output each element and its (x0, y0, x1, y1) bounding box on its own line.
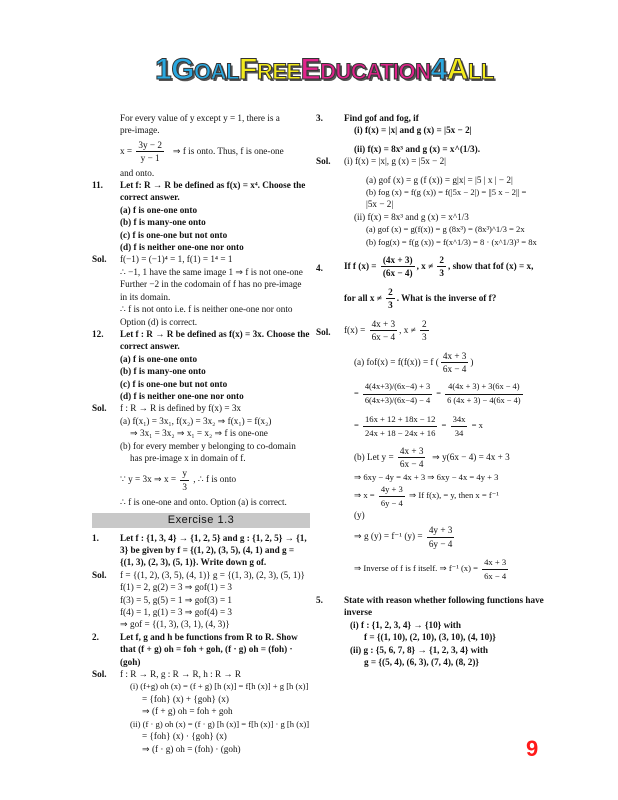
site-logo (155, 50, 494, 90)
solution-line: ⇒ 3x₁ = 3x₂ ⇒ x₁ = x₂ ⇒ f is one-one (130, 428, 268, 439)
denominator: 3 (421, 332, 427, 343)
left-column (92, 112, 310, 755)
sol-text: = x (471, 420, 483, 430)
solution-line: ⇒ (f · g) oh = (foh) · (goh) (142, 743, 241, 754)
fraction (381, 254, 415, 280)
solution-line: (b) fog (x) = f(g (x)) = f(|5x − 2|) = ||5 x − 2|| = (366, 187, 527, 198)
numerator: 2 (420, 318, 429, 331)
solution-line: ∴ f is one-one and onto. Option (a) is correct. (120, 497, 287, 508)
denominator: 6x − 4 (399, 459, 424, 470)
solution-line: = {foh} (x) · {goh} (x) (142, 731, 227, 742)
sol-text: f : R → R is defined by f(x) = 3x (120, 403, 242, 414)
question-part: (ii) g : {5, 6, 7, 8} → {1, 2, 3, 4} with (350, 644, 488, 655)
numerator: 4x + 3 (398, 445, 426, 458)
sol-label: Sol. (92, 669, 107, 680)
solution-line: ⇒ (f + g) oh = foh + goh (142, 706, 233, 717)
numerator: 3y − 2 (136, 139, 164, 152)
denominator: 6x − 4 (371, 332, 396, 343)
denominator: 3 (388, 300, 393, 311)
numerator: (4x + 3) (381, 254, 415, 267)
numerator: 2 (386, 286, 395, 299)
sol-text: ⇒ y(6x − 4) = 4x + 3 (432, 451, 510, 462)
solution-line (316, 556, 548, 582)
fraction (482, 556, 508, 582)
solution-line (92, 569, 310, 581)
solution-line: ⇒ gof = {(1, 3), (3, 1), (4, 3)} (120, 619, 230, 630)
sol-text: f = {(1, 2), (3, 5), (4, 1)} g = {(1, 3), (2, 3), (5, 1)} (120, 569, 305, 580)
solution-line (316, 318, 548, 344)
sol-label: Sol. (92, 403, 107, 414)
fraction (441, 350, 469, 376)
logo-part: F (238, 53, 257, 86)
fraction (136, 139, 164, 165)
logo-part: A (446, 53, 468, 86)
denominator: 3 (182, 481, 187, 492)
solution-line (316, 445, 548, 471)
question-text: Let f : R → R be defined as f(x) = 3x. Choose the correct answer. (120, 328, 310, 352)
fraction (379, 483, 405, 509)
text-line: For every value of y except y = 1, there is a (120, 113, 280, 123)
sol-text: (i) f(x) = |x|, g (x) = |5x − 2| (344, 156, 446, 167)
solution-line (92, 668, 310, 680)
question-text: for all x ≠ (344, 292, 382, 303)
numerator: 2 (437, 254, 446, 267)
sol-text: f(−1) = (−1)⁴ = 1, f(1) = 1⁴ = 1 (120, 254, 233, 265)
logo-part: 1 (155, 53, 172, 86)
option: (d) f is neither one-one nor onto (120, 390, 244, 401)
question-number: 2. (92, 631, 99, 642)
logo-part: G (171, 53, 195, 86)
question-11 (92, 179, 310, 204)
fraction (420, 318, 429, 344)
solution-line: = {foh} (x) + {goh} (x) (142, 693, 229, 704)
question-12 (92, 328, 310, 353)
solution-line (316, 483, 548, 509)
question-number: 5. (316, 595, 323, 605)
solution-line: (b) for every member y belonging to co-domain (120, 440, 296, 451)
numerator: 34x (451, 413, 468, 426)
question-part: (i) f(x) = |x| and g (x) = |5x − 2| (354, 125, 472, 136)
logo-part: 4 (430, 53, 447, 86)
question-text: Let f, g and h be functions from R to R. Show that (f + g) oh = foh + goh, (f · g) oh = (foh) · (goh) (120, 631, 298, 667)
eq-text: ∵ y = 3x ⇒ x = (120, 474, 177, 485)
logo-part: REE (256, 59, 301, 84)
numerator: 4(4x+3)/(6x−4) + 3 (363, 381, 432, 394)
denominator: 24x + 18 − 24x + 16 (365, 427, 436, 438)
sol-text: , x ≠ (399, 324, 416, 335)
question-text: If f (x) = (344, 261, 377, 272)
fraction (427, 524, 455, 550)
exercise-question-1 (92, 532, 310, 569)
fraction (180, 467, 189, 493)
numerator: 16x + 12 + 18x − 12 (363, 413, 437, 426)
question-text: . What is the inverse of f? (396, 292, 497, 303)
text-line: and onto. (120, 167, 155, 178)
solution-line: f(1) = 2, g(2) = 3 ⇒ gof(1) = 3 (120, 582, 233, 593)
numerator: 4x + 3 (441, 350, 469, 363)
solution-line: (b) fog(x) = f(g (x)) = f(x^1/3) = 8 · (x^1/3)³ = 8x (366, 236, 537, 247)
logo-part: DUCATION (320, 59, 431, 84)
denominator: y − 1 (140, 153, 160, 164)
solution-line: |5x − 2| (366, 199, 394, 210)
eq-lhs: x = (120, 145, 133, 156)
exercise-heading: Exercise 1.3 (92, 513, 310, 528)
sol-text: (a) fof(x) = f(f(x)) = f (354, 356, 434, 367)
solution-line (92, 402, 310, 414)
solution-line: f(4) = 1, g(1) = 3 ⇒ gof(4) = 3 (120, 607, 233, 618)
solution-line: f(3) = 5, g(5) = 1 ⇒ gof(3) = 1 (120, 594, 233, 605)
numerator: 4(4x + 3) + 3(6x − 4) (445, 381, 522, 394)
fraction (363, 381, 432, 407)
numerator: 4y + 3 (427, 524, 455, 537)
question-number: 3. (316, 113, 323, 123)
fraction (437, 254, 446, 280)
denominator: 6 (4x + 3) − 4(6x − 4) (447, 395, 521, 405)
exercise-question-4 (316, 254, 548, 280)
sol-text: ⇒ g (y) = f⁻¹ (y) = (354, 531, 423, 542)
sol-text: ⇒ x = (354, 490, 375, 501)
equation-line (92, 467, 310, 493)
equation-line (92, 139, 310, 165)
denominator: 6x − 4 (484, 570, 507, 581)
sol-label: Sol. (316, 156, 331, 167)
solution-line: (ii) (f · g) oh (x) = (f · g) [h (x)] = f[h (x)] · g [h (x)] (130, 718, 310, 729)
solution-line: (a) gof (x) = g (f (x)) = g|x| = |5 | x | − 2| (366, 174, 513, 185)
denominator: 6y − 4 (428, 538, 453, 549)
question-text: Find gof and fog, if (344, 113, 419, 123)
solution-line (316, 155, 548, 167)
denominator: (6x − 4) (382, 268, 413, 279)
question-text: , show that fof (x) = x, (448, 261, 534, 272)
question-text: Let f: R → R be defined as f(x) = x⁴. Choose the correct answer. (120, 180, 306, 203)
fraction (445, 381, 522, 407)
sol-text: f : R → R, g : R → R, h : R → R (120, 669, 241, 680)
numerator: 4x + 3 (370, 318, 398, 331)
question-text: , x ≠ (416, 261, 434, 272)
logo-part: E (300, 53, 321, 86)
right-column (316, 112, 548, 668)
sol-label: Sol. (92, 254, 107, 265)
exercise-question-5 (316, 594, 548, 619)
denominator: 34 (454, 427, 464, 438)
fraction (398, 445, 426, 471)
fraction (370, 318, 398, 344)
solution-line (92, 253, 310, 265)
question-part: g = {(5, 4), (6, 3), (7, 4), (8, 2)} (364, 657, 480, 668)
option: (b) f is many-one onto (120, 217, 206, 228)
solution-line: (a) f(x₁) = 3x₁, f(x₂) = 3x₂ ⇒ f(x₁) = f(x₂) (120, 415, 272, 426)
question-number: 12. (92, 328, 104, 339)
text-line: pre-image. (120, 125, 160, 136)
solution-line: ⇒ 6xy − 4y = 4x + 3 ⇒ 6xy − 4x = 4y + 3 (354, 471, 499, 482)
sol-text: (b) Let y = (354, 451, 394, 462)
logo-part: LL (467, 59, 494, 84)
question-number: 11. (92, 180, 103, 191)
option: (b) f is many-one onto (120, 366, 206, 377)
sol-label: Sol. (316, 326, 331, 337)
denominator: 6x − 4 (442, 363, 467, 374)
eq-text: , ∴ f is onto (193, 474, 237, 485)
denominator: 6(4x+3)/(6x−4) − 4 (364, 395, 431, 405)
fraction (363, 413, 437, 439)
option: (a) f is one-one onto (120, 353, 198, 364)
solution-line: ∴ −1, 1 have the same image 1 ⇒ f is not one-one (120, 266, 303, 277)
solution-line: (a) fof(x) = f(f(x)) = f ( $\frac{4x + 3}{6x - 4}$ ) (354, 350, 474, 374)
question-line (316, 286, 548, 312)
solution-line: (a) gof (x) = g(f(x)) = g (8x³) = (8x³)^1/3 = 2x (366, 224, 525, 235)
solution-line: = $\frac{4(4x+3)/(6x-4) + 3}{6(4x+3)/(6x-4) - 4}$ = $\frac{4(4x + 3) + 3(6x - 4)}{6 (4x + 3) - 4(6x - 4)}$ (316, 381, 548, 407)
exercise-question-2 (92, 631, 310, 668)
option: (d) f is neither one-one nor onto (120, 242, 244, 253)
question-number: 1. (92, 532, 99, 543)
logo-part: OAL (194, 59, 239, 84)
numerator: 4y + 3 (379, 483, 405, 496)
numerator: 4x + 3 (482, 556, 508, 569)
question-text: Let f : {1, 3, 4} → {1, 2, 5} and g : {1, 2, 5} → {1, 3} be given by f = {(1, 2), (3, 5), (4, 1) and g = {(1, 3), (2, 3), (5, 1)}. Write down g of. (120, 532, 307, 568)
solution-line (316, 524, 548, 550)
text-line: ⇒ f is onto. Thus, f is one-one (172, 145, 284, 156)
exercise-question-3 (316, 112, 548, 124)
solution-line: = $\frac{16x + 12 + 18x - 12}{24x + 18 - 24x + 16}$ = $\frac{34x}{34}$ = x (354, 414, 483, 438)
question-number: 4. (316, 263, 323, 274)
page-number: 9 (526, 736, 539, 761)
denominator: 3 (439, 268, 444, 279)
sol-text: f(x) = (344, 324, 366, 335)
sol-label: Sol. (92, 569, 107, 580)
solution-line: (y) (354, 509, 365, 520)
option: (c) f is one-one but not onto (120, 229, 228, 240)
solution-line: (i) (f+g) oh (x) = (f + g) [h (x)] = f[h (x)] + g [h (x)] (130, 681, 309, 692)
solution-line: ∴ f is not onto i.e. f is neither one-one nor onto (120, 304, 293, 315)
option: (c) f is one-one but not onto (120, 378, 228, 389)
question-part: f = {(1, 10), (2, 10), (3, 10), (4, 10)} (364, 632, 496, 643)
solution-line: Further −2 in the codomain of f has no pre-image in its domain. (120, 279, 302, 302)
question-text: State with reason whether following functions have inverse (344, 595, 544, 618)
sol-text: ⇒ If f(x), = y, then x = f⁻¹ (409, 490, 499, 501)
fraction (451, 413, 468, 439)
solution-line: Option (d) is correct. (120, 316, 198, 327)
fraction (386, 286, 395, 312)
numerator: y (180, 467, 189, 480)
option: (a) f is one-one onto (120, 204, 198, 215)
question-part: (ii) f(x) = 8x³ and g (x) = x^(1/3). (354, 143, 480, 154)
solution-line: has pre-image x in domain of f. (130, 452, 246, 463)
sol-text: ⇒ Inverse of f is f itself. ⇒ f⁻¹ (x) = (354, 563, 478, 574)
denominator: 6y − 4 (380, 497, 403, 508)
solution-line: (ii) f(x) = 8x³ and g (x) = x^1/3 (354, 211, 469, 222)
question-part: (i) f : {1, 2, 3, 4} → {10} with (350, 619, 461, 630)
